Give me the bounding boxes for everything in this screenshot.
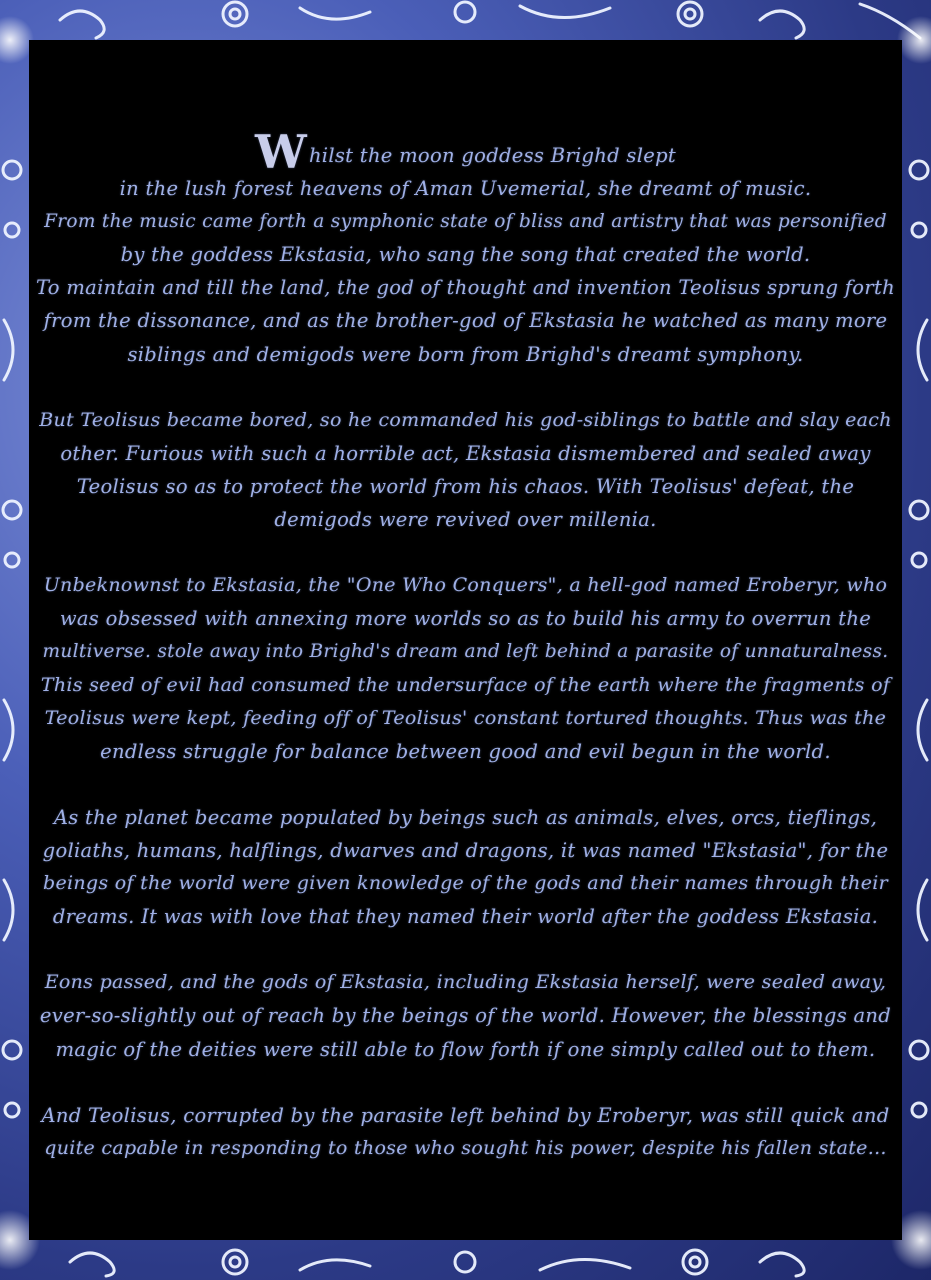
story-line: Unbeknownst to Ekstasia, the "One Who Conquers", a hell-god named Eroberyr, who	[43, 574, 888, 597]
story-line: dreams. It was with love that they named their world after the goddess Ekstasia.	[52, 905, 879, 929]
story-line: demigods were revived over millenia.	[274, 508, 657, 532]
story-panel	[29, 40, 902, 1240]
story-paragraph-2	[29, 404, 902, 536]
story-line: From the music came forth a symphonic state of bliss and artistry that was personified	[44, 211, 887, 233]
story-line: endless struggle for balance between good and evil begun in the world.	[100, 739, 831, 763]
story-line: ever-so-slightly out of reach by the beings of the world. However, the blessings and	[39, 1004, 892, 1028]
story-line: Teolisus so as to protect the world from his chaos. With Teolisus' defeat, the	[76, 474, 855, 498]
story-line: Teolisus were kept, feeding off of Teolisus' constant tortured thoughts. Thus was the	[44, 706, 887, 729]
story-paragraph-1	[29, 125, 902, 371]
story-line: To maintain and till the land, the god of thought and invention Teolisus sprung forth	[36, 276, 895, 300]
story-line: beings of the world were given knowledge of the gods and their names through their	[42, 872, 888, 895]
story-paragraph-4	[29, 801, 902, 933]
story-line: But Teolisus became bored, so he commanded his god-siblings to battle and slay each	[39, 408, 892, 431]
drop-cap: W	[254, 125, 307, 179]
story-paragraph-3	[29, 569, 902, 768]
story-line: Whilst the moon goddess Brighd slept	[254, 125, 677, 179]
story-line: siblings and demigods were born from Brighd's dreamt symphony.	[127, 342, 804, 366]
story-paragraph-6	[29, 1099, 902, 1165]
story-line: other. Furious with such a horrible act, Ekstasia dismembered and sealed away	[60, 441, 871, 465]
story-line: Eons passed, and the gods of Ekstasia, including Ekstasia herself, were sealed away,	[44, 971, 887, 994]
story-line: This seed of evil had consumed the undersurface of the earth where the fragments of	[40, 673, 891, 696]
story-line: And Teolisus, corrupted by the parasite left behind by Eroberyr, was still quick and	[41, 1103, 890, 1127]
story-line: multiverse. stole away into Brighd's dream and left behind a parasite of unnaturalness.	[42, 641, 889, 663]
story-line: As the planet became populated by beings such as animals, elves, orcs, tieflings,	[53, 805, 878, 829]
story-line: quite capable in responding to those who sought his power, despite his fallen state...	[44, 1136, 887, 1159]
story-line: magic of the deities were still able to flow forth if one simply called out to them.	[55, 1037, 876, 1061]
story-text	[29, 125, 902, 1198]
story-line: goliaths, humans, halflings, dwarves and dragons, it was named "Ekstasia", for the	[42, 838, 889, 862]
story-line: was obsessed with annexing more worlds so as to build his army to overrun the	[59, 607, 872, 631]
story-line: from the dissonance, and as the brother-god of Ekstasia he watched as many more	[43, 309, 888, 333]
story-line: by the goddess Ekstasia, who sang the song that created the world.	[120, 243, 811, 267]
story-line: in the lush forest heavens of Aman Uvemerial, she dreamt of music.	[119, 177, 812, 201]
story-paragraph-5	[29, 966, 902, 1065]
